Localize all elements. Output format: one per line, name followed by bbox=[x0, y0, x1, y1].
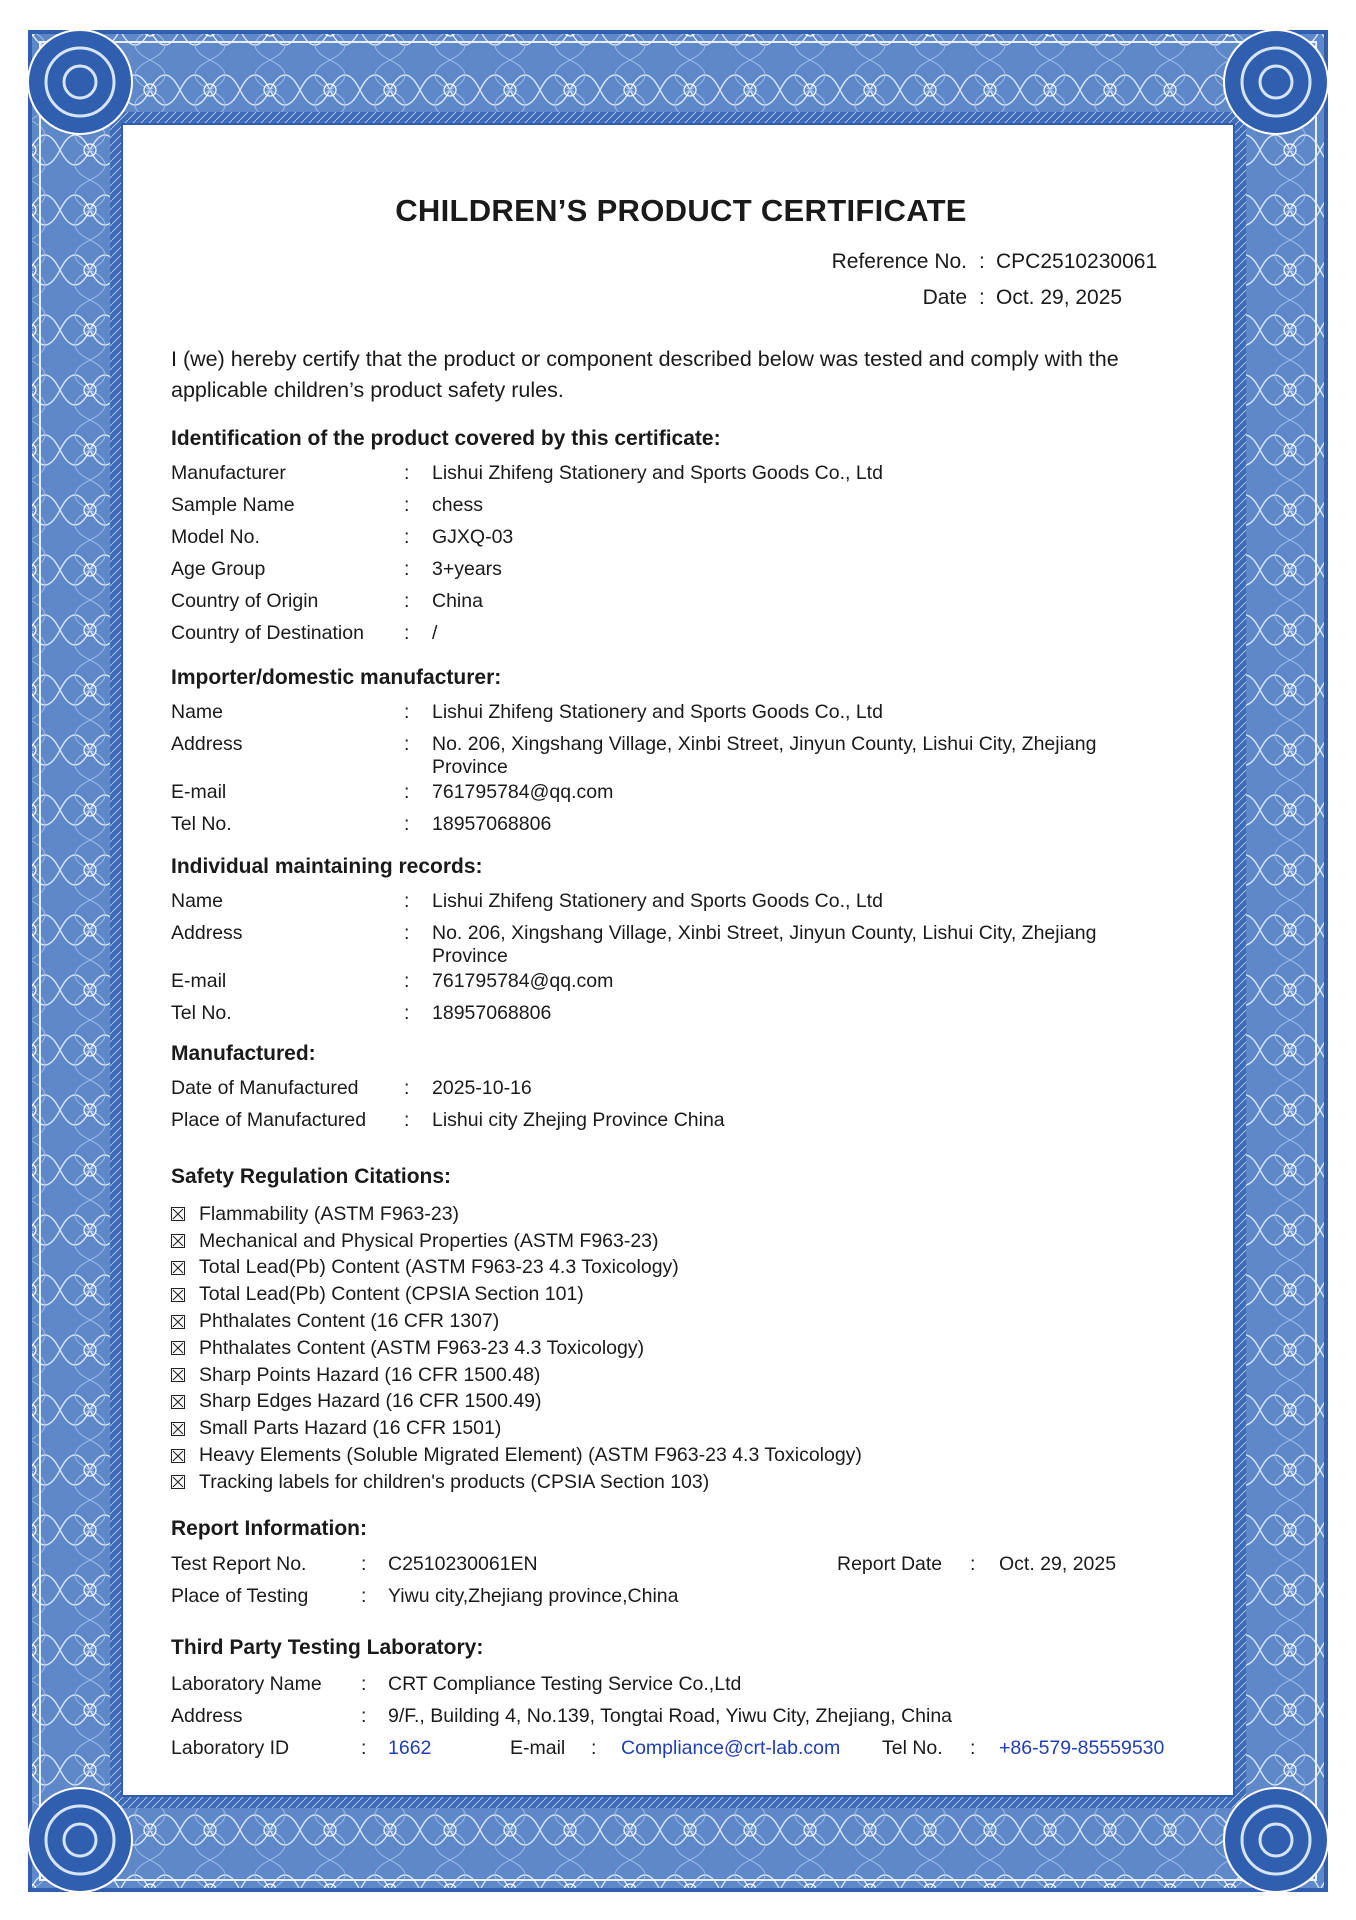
checked-box-icon bbox=[171, 1261, 185, 1275]
list-item bbox=[171, 1335, 862, 1362]
separator: : bbox=[404, 1109, 410, 1131]
report-date-label: Report Date bbox=[837, 1553, 943, 1575]
field-value: / bbox=[432, 622, 438, 644]
report-heading: Report Information: bbox=[171, 1517, 367, 1540]
field-value: Lishui Zhifeng Stationery and Sports Goods Co., Ltd bbox=[432, 890, 883, 912]
test-report-value: C2510230061EN bbox=[388, 1553, 538, 1575]
field-value: 3+years bbox=[432, 558, 502, 580]
lab-email-link[interactable]: Compliance@crt-lab.com bbox=[621, 1737, 841, 1759]
page-title: CHILDREN’S PRODUCT CERTIFICATE bbox=[395, 193, 967, 228]
place-of-testing-value: Yiwu city,Zhejiang province,China bbox=[388, 1585, 679, 1607]
date-row bbox=[671, 286, 1191, 322]
lab-id-label: Laboratory ID bbox=[171, 1737, 290, 1759]
list-item bbox=[171, 1389, 862, 1416]
place-of-testing-label: Place of Testing bbox=[171, 1585, 309, 1607]
field-label: Manufacturer bbox=[171, 462, 286, 484]
citation-text: Heavy Elements (Soluble Migrated Element) (ASTM F963-23 4.3 Toxicology) bbox=[199, 1444, 862, 1467]
separator: : bbox=[361, 1585, 367, 1607]
test-report-label: Test Report No. bbox=[171, 1553, 307, 1575]
lab-tel-value: +86-579-85559530 bbox=[999, 1737, 1165, 1759]
separator: : bbox=[404, 890, 410, 912]
citation-text: Small Parts Hazard (16 CFR 1501) bbox=[199, 1417, 502, 1440]
citations-heading: Safety Regulation Citations: bbox=[171, 1165, 452, 1188]
field-label: Tel No. bbox=[171, 813, 232, 835]
field-value: Lishui city Zhejing Province China bbox=[432, 1109, 725, 1131]
date-label: Date bbox=[922, 286, 967, 309]
field-label: Model No. bbox=[171, 526, 260, 548]
separator: : bbox=[970, 1553, 976, 1575]
field-value: 761795784@qq.com bbox=[432, 970, 614, 992]
list-item bbox=[171, 1281, 862, 1308]
separator: : bbox=[404, 590, 410, 612]
field-label: E-mail bbox=[171, 781, 227, 803]
checked-box-icon bbox=[171, 1288, 185, 1302]
certificate-content bbox=[171, 0, 1191, 1920]
citation-text: Tracking labels for children's products (CPSIA Section 103) bbox=[199, 1470, 710, 1493]
citation-text: Sharp Points Hazard (16 CFR 1500.48) bbox=[199, 1363, 541, 1386]
separator: : bbox=[404, 970, 410, 992]
field-value: No. 206, Xingshang Village, Xinbi Street, Jinyun County, Lishui City, Zhejiang Province bbox=[432, 922, 1097, 967]
field-label: Country of Destination bbox=[171, 622, 364, 644]
separator: : bbox=[404, 1002, 410, 1024]
manufactured-heading: Manufactured: bbox=[171, 1042, 316, 1065]
checked-box-icon bbox=[171, 1475, 185, 1489]
field-value: GJXQ-03 bbox=[432, 526, 514, 548]
citation-text: Phthalates Content (ASTM F963-23 4.3 Toxicology) bbox=[199, 1336, 645, 1359]
date-value: Oct. 29, 2025 bbox=[996, 286, 1123, 309]
field-label: E-mail bbox=[171, 970, 227, 992]
separator: : bbox=[404, 494, 410, 516]
citation-text: Total Lead(Pb) Content (CPSIA Section 101) bbox=[199, 1283, 584, 1306]
field-value: Lishui Zhifeng Stationery and Sports Goods Co., Ltd bbox=[432, 701, 883, 723]
separator: : bbox=[404, 1077, 410, 1099]
separator: : bbox=[361, 1737, 367, 1759]
certification-statement: I (we) hereby certify that the product or component described below was tested and comply with the applicable children’s product safety rules. bbox=[171, 347, 1119, 402]
reference-label: Reference No. bbox=[831, 250, 967, 273]
separator: : bbox=[970, 1737, 976, 1759]
field-label: Country of Origin bbox=[171, 590, 319, 612]
citation-text: Phthalates Content (16 CFR 1307) bbox=[199, 1310, 500, 1333]
citations-list bbox=[171, 1201, 862, 1496]
field-value: 18957068806 bbox=[432, 1002, 552, 1024]
checked-box-icon bbox=[171, 1315, 185, 1329]
list-item bbox=[171, 1442, 862, 1469]
checked-box-icon bbox=[171, 1422, 185, 1436]
list-item bbox=[171, 1228, 862, 1255]
records-heading: Individual maintaining records: bbox=[171, 855, 483, 878]
field-value: 761795784@qq.com bbox=[432, 781, 614, 803]
field-label: Tel No. bbox=[171, 1002, 232, 1024]
field-value: No. 206, Xingshang Village, Xinbi Street, Jinyun County, Lishui City, Zhejiang Province bbox=[432, 733, 1097, 778]
separator: : bbox=[404, 462, 410, 484]
separator: : bbox=[404, 622, 410, 644]
separator: : bbox=[404, 781, 410, 803]
list-item bbox=[171, 1362, 862, 1389]
lab-name-label: Laboratory Name bbox=[171, 1673, 322, 1695]
citation-text: Mechanical and Physical Properties (ASTM F963-23) bbox=[199, 1229, 659, 1252]
lab-tel-label: Tel No. bbox=[882, 1737, 943, 1759]
field-label: Sample Name bbox=[171, 494, 295, 516]
checked-box-icon bbox=[171, 1207, 185, 1221]
separator: : bbox=[404, 558, 410, 580]
field-value: chess bbox=[432, 494, 483, 516]
lab-heading: Third Party Testing Laboratory: bbox=[171, 1636, 484, 1659]
lab-address-value: 9/F., Building 4, No.139, Tongtai Road, Yiwu City, Zhejiang, China bbox=[388, 1705, 953, 1727]
separator: : bbox=[404, 733, 410, 755]
checked-box-icon bbox=[171, 1395, 185, 1409]
field-value: Lishui Zhifeng Stationery and Sports Goods Co., Ltd bbox=[432, 462, 883, 484]
checked-box-icon bbox=[171, 1234, 185, 1248]
list-item bbox=[171, 1308, 862, 1335]
field-label: Name bbox=[171, 701, 224, 723]
checked-box-icon bbox=[171, 1368, 185, 1382]
separator: : bbox=[404, 813, 410, 835]
reference-block bbox=[671, 250, 1191, 322]
field-label: Address bbox=[171, 733, 243, 755]
separator: : bbox=[404, 922, 410, 944]
lab-name-value: CRT Compliance Testing Service Co.,Ltd bbox=[388, 1673, 742, 1695]
separator: : bbox=[979, 250, 985, 273]
separator: : bbox=[361, 1553, 367, 1575]
lab-id-value: 1662 bbox=[388, 1737, 432, 1759]
field-label: Place of Manufactured bbox=[171, 1109, 367, 1131]
field-value: 2025-10-16 bbox=[432, 1077, 532, 1099]
field-value: 18957068806 bbox=[432, 813, 552, 835]
separator: : bbox=[404, 701, 410, 723]
separator: : bbox=[404, 526, 410, 548]
report-date-value: Oct. 29, 2025 bbox=[999, 1553, 1117, 1575]
citation-text: Total Lead(Pb) Content (ASTM F963-23 4.3 Toxicology) bbox=[199, 1256, 679, 1279]
separator: : bbox=[361, 1705, 367, 1727]
list-item bbox=[171, 1469, 862, 1496]
field-label: Address bbox=[171, 922, 243, 944]
list-item bbox=[171, 1415, 862, 1442]
checked-box-icon bbox=[171, 1449, 185, 1463]
lab-email-label: E-mail bbox=[510, 1737, 566, 1759]
field-label: Name bbox=[171, 890, 224, 912]
lab-address-label: Address bbox=[171, 1705, 243, 1727]
checked-box-icon bbox=[171, 1341, 185, 1355]
reference-row bbox=[671, 250, 1191, 286]
separator: : bbox=[979, 286, 985, 309]
list-item bbox=[171, 1255, 862, 1282]
citation-text: Flammability (ASTM F963-23) bbox=[199, 1202, 460, 1225]
citation-text: Sharp Edges Hazard (16 CFR 1500.49) bbox=[199, 1390, 542, 1413]
field-label: Date of Manufactured bbox=[171, 1077, 359, 1099]
field-value: China bbox=[432, 590, 483, 612]
separator: : bbox=[361, 1673, 367, 1695]
field-label: Age Group bbox=[171, 558, 266, 580]
reference-value: CPC2510230061 bbox=[996, 250, 1158, 273]
separator: : bbox=[591, 1737, 597, 1759]
list-item bbox=[171, 1201, 862, 1228]
product-heading: Identification of the product covered by this certificate: bbox=[171, 427, 721, 450]
importer-heading: Importer/domestic manufacturer: bbox=[171, 666, 502, 689]
